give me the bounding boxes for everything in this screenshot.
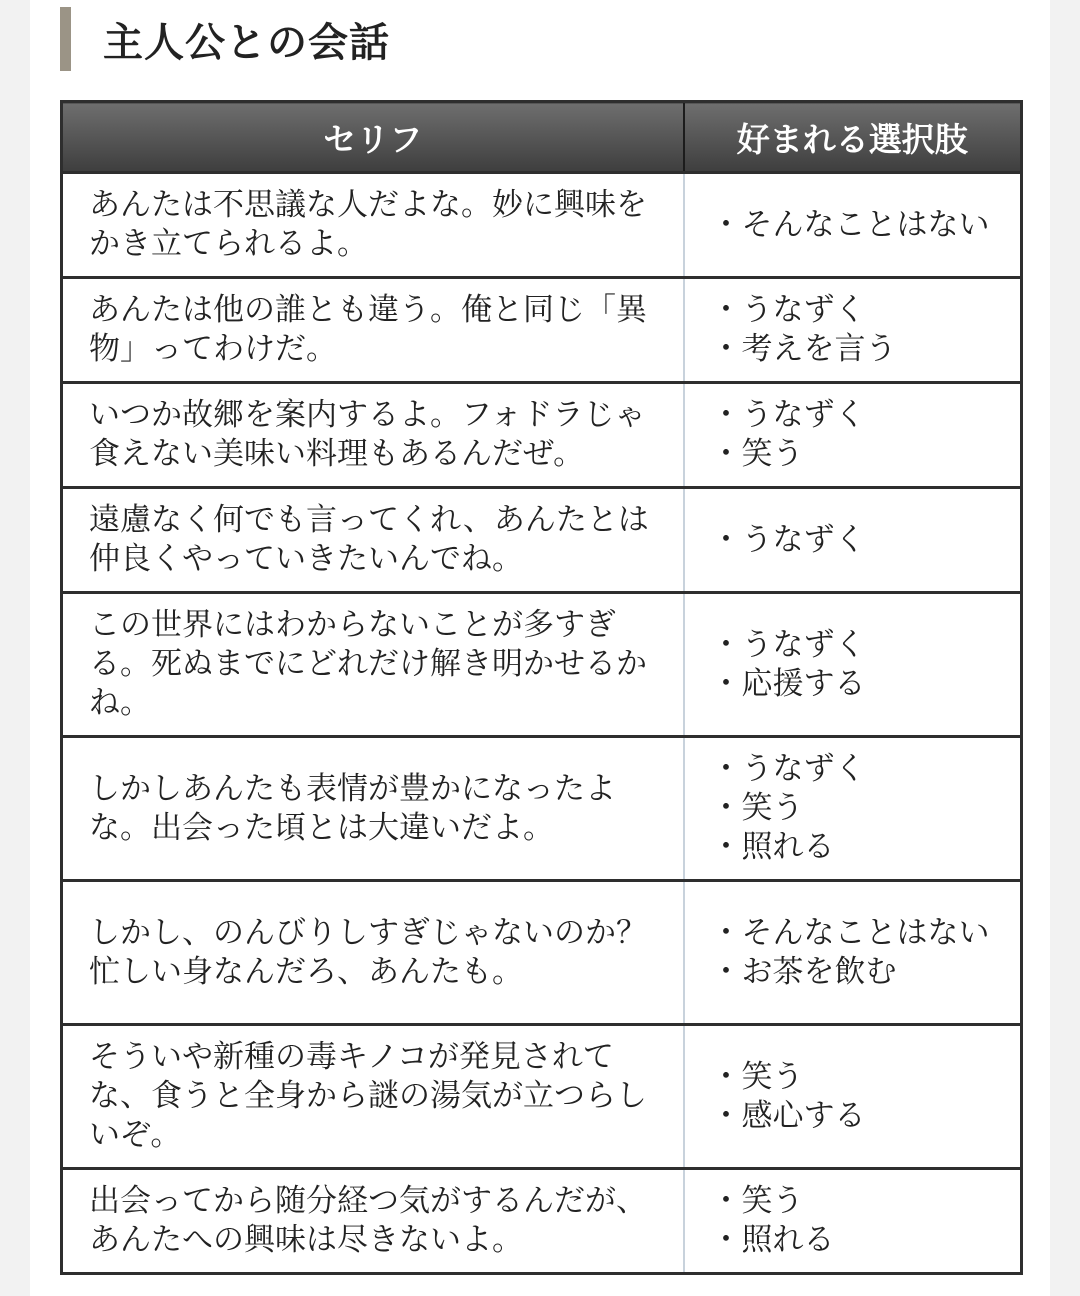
table-row — [62, 278, 1022, 383]
column-header-line: セリフ — [62, 102, 684, 173]
dialogue-line: 出会ってから随分経つ気がするんだが、あんたへの興味は尽きないよ。 — [62, 1169, 684, 1274]
preferred-choices — [684, 383, 1022, 488]
table-row — [62, 881, 1022, 1025]
table-row — [62, 173, 1022, 278]
dialogue-line: しかしあんたも表情が豊かになったよな。出会った頃とは大違いだよ。 — [62, 737, 684, 881]
dialogue-line: しかし、のんびりしすぎじゃないのか？忙しい身なんだろ、あんたも。 — [62, 881, 684, 1025]
table-header-row — [62, 102, 1022, 173]
table-row — [62, 1025, 1022, 1169]
heading-accent-bar — [60, 7, 71, 71]
section-title: 主人公との会話 — [103, 19, 390, 66]
table-row — [62, 1169, 1022, 1274]
choice-list: ・うなずく — [710, 521, 866, 558]
preferred-choices — [684, 881, 1022, 1025]
choice-list: ・うなずく ・応援する — [710, 626, 866, 702]
page-content — [30, 0, 1050, 1296]
table-row — [62, 593, 1022, 737]
preferred-choices — [684, 1169, 1022, 1274]
choice-list: ・うなずく ・笑う ・照れる — [710, 751, 866, 865]
dialogue-line: この世界にはわからないことが多すぎる。死ぬまでにどれだけ解き明かせるかね。 — [62, 593, 684, 737]
choice-list: ・そんなことはない ・お茶を飲む — [710, 914, 990, 990]
section-heading — [60, 6, 390, 72]
table-row — [62, 383, 1022, 488]
choice-list: ・笑う ・照れる — [710, 1183, 835, 1258]
dialogue-table — [60, 100, 1023, 1275]
dialogue-line: いつか故郷を案内するよ。フォドラじゃ食えない美味い料理もあるんだぜ。 — [62, 383, 684, 488]
column-header-choices: 好まれる選択肢 — [684, 102, 1022, 173]
dialogue-line: そういや新種の毒キノコが発見されてな、食うと全身から謎の湯気が立つらしいぞ。 — [62, 1025, 684, 1169]
preferred-choices — [684, 278, 1022, 383]
choice-list: ・うなずく ・考えを言う — [710, 292, 897, 367]
choice-list: ・そんなことはない — [710, 206, 990, 243]
choice-list: ・笑う ・感心する — [710, 1058, 866, 1134]
preferred-choices — [684, 173, 1022, 278]
table-row — [62, 737, 1022, 881]
preferred-choices — [684, 593, 1022, 737]
dialogue-line: 遠慮なく何でも言ってくれ、あんたとは仲良くやっていきたいんでね。 — [62, 488, 684, 593]
dialogue-line: あんたは他の誰とも違う。俺と同じ「異物」ってわけだ。 — [62, 278, 684, 383]
choice-list: ・うなずく ・笑う — [710, 397, 866, 472]
preferred-choices — [684, 737, 1022, 881]
table-row — [62, 488, 1022, 593]
preferred-choices — [684, 488, 1022, 593]
dialogue-line: あんたは不思議な人だよな。妙に興味をかき立てられるよ。 — [62, 173, 684, 278]
preferred-choices — [684, 1025, 1022, 1169]
